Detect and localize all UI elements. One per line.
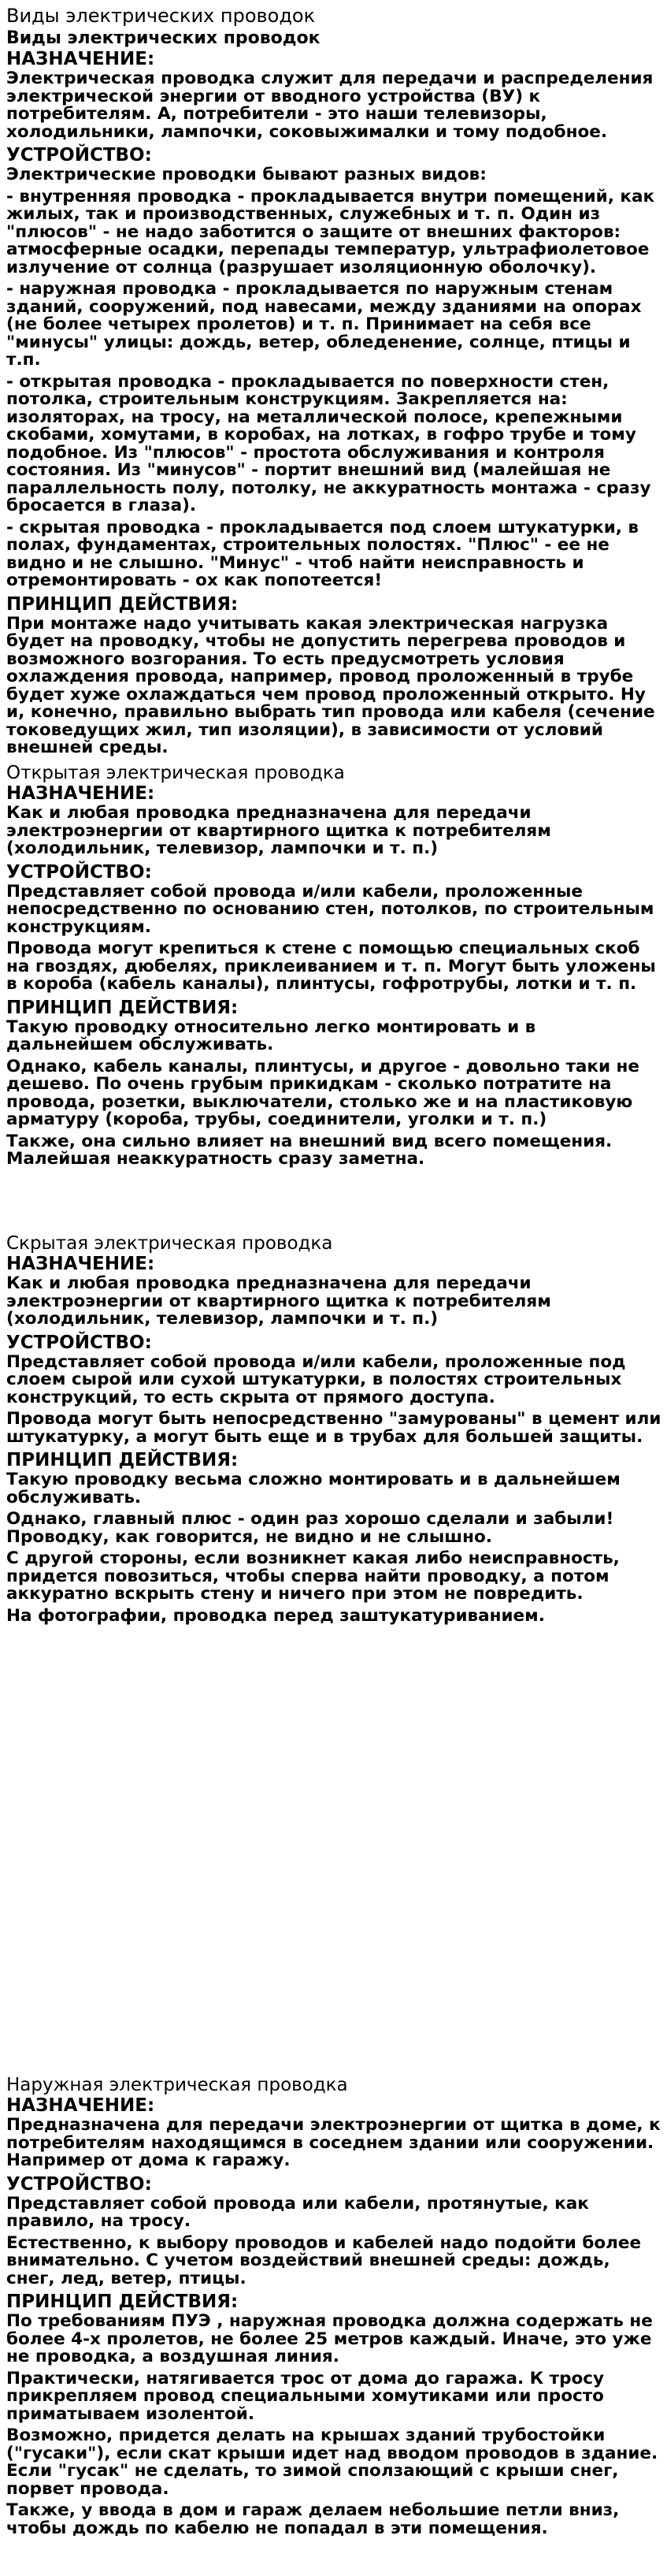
block-heading: ПРИНЦИП ДЕЙСТВИЯ: [6,997,239,1018]
block-structure [6,862,661,994]
block-purpose [6,49,661,141]
block-purpose [6,783,661,858]
paragraph: Также, она сильно влияет на внешний вид всего помещения. Малейшая неаккуратность сразу заметна. [6,1131,613,1169]
paragraph: При монтаже надо учитывать какая электрическая нагрузка будет на проводку, чтобы не допустить перегрева проводов и возможного возгорания. То есть предусмотреть условия охлаждения провода, например, провод проложенный в трубе будет хуже охлаждаться чем провод проложенный открыто. Ну и, конечно, правильно выбрать тип провода или кабеля (сечение токоведущих жил, тип изоляции), в зависимости от условий внешней среды. [6,613,655,757]
block-structure [6,145,661,590]
paragraph: Представляет собой провода или кабели, протянутые, как правило, на тросу. [6,2193,589,2231]
section-title: Виды электрических проводок [6,28,321,48]
paragraph: - внутренняя проводка - прокладывается внутри помещений, как жилых, так и производственных, служебных и т. п. Один из "плюсов" - не надо заботится о защите от внешних факторов: атмосферные осадки, перепады температур, ультрафиолетовое излучение от солнца (разрушает изоляционную оболочку). [6,186,655,277]
paragraph: - скрытая проводка - прокладывается под слоем штукатурки, в полах, фундаментах, строительных полостях. "Плюс" - ее не видно и не слышно. "Минус" - чтоб найти неисправность и отремонтировать - ох как попотеется! [6,517,639,590]
block-structure [6,2174,661,2288]
block-principle [6,2292,661,2537]
block-heading: ПРИНЦИП ДЕЙСТВИЯ: [6,593,239,615]
block-purpose [6,1254,661,1329]
section-title: Скрытая электрическая проводка [6,1233,333,1254]
paragraph: Электрические проводки бывают разных видов: [6,165,487,184]
block-heading: УСТРОЙСТВО: [6,2173,152,2195]
paragraph: Представляет собой провода и/или кабели, проложенные под слоем сырой или сухой штукатурки, в полостях строительных конструкций, то есть скрыта от прямого доступа. [6,1351,626,1407]
block-heading: УСТРОЙСТВО: [6,1332,152,1353]
block-heading: НАЗНАЧЕНИЕ: [6,1254,155,1274]
paragraph: Как и любая проводка предназначена для передачи электроэнергии от квартирного щитка к потребителям (холодильник, телевизор, лампочки и т. п.) [6,803,551,858]
paragraph: Однако, главный плюс - один раз хорошо сделали и забыли! Проводку, как говорится, не видно и не слышно. [6,1509,614,1547]
section-open-wiring [6,763,661,1173]
block-heading: УСТРОЙСТВО: [6,861,152,883]
block-heading: УСТРОЙСТВО: [6,145,152,165]
paragraph: Провода могут крепиться к стене с помощью специальных скоб на гвоздях, дюбелях, приклеиванием и т. п. Могут быть уложены в короба (кабель каналы), плинтусы, гофротрубы, лотки и т. п. [6,939,656,994]
paragraph: С другой стороны, если возникнет какая либо неисправность, придется повозиться, чтобы сперва найти проводку, а потом аккуратно вскрыть стену и ничего при этом не повредить. [6,1548,620,1604]
paragraph: Также, у ввода в дом и гараж делаем небольшие петли вниз, чтобы дождь по кабелю не попадал в эти помещения. [6,2500,620,2538]
paragraph: - открытая проводка - прокладывается по поверхности стен, потолка, строительным конструкциям. Закрепляется на: изоляторах, на тросу, на металлической полосе, крепежными скобами, хомутами, в коробах, на лотках, в гофро трубе и тому подобное. Из "плюсов" - простота обслуживания и контроля состояния. Из "минусов" - портит внешний вид (малейшая не параллельность полу, потолку, не аккуратность монтажа - сразу бросается в глаза). [6,371,651,515]
section-title: Открытая электрическая проводка [6,763,345,783]
paragraph: Практически, натягивается трос от дома до гаража. К тросу прикрепляем провод специальными хомутиками или просто приматываем изолентой. [6,2368,605,2424]
paragraph: - наружная проводка - прокладывается по наружным стенам зданий, сооружений, под навесами, между зданиями на опорах (не более четырех пролетов) и т. п. Принимает на себя все "минусы" улицы: дождь, ветер, обледенение, солнце, птицы и т.п. [6,279,642,370]
block-purpose [6,2095,661,2170]
block-heading: НАЗНАЧЕНИЕ: [6,2095,155,2116]
block-heading: НАЗНАЧЕНИЕ: [6,49,155,69]
paragraph: Такую проводку весьма сложно монтировать и в дальнейшем обслуживать. [6,1470,621,1507]
block-principle [6,1450,661,1625]
section-outdoor-wiring [6,2075,661,2541]
section-title: Наружная электрическая проводка [6,2075,348,2095]
paragraph: Провода могут быть непосредственно "замурованы" в цемент или штукатурку, а могут быть еще и в трубах для большей защиты. [6,1409,661,1447]
block-heading: НАЗНАЧЕНИЕ: [6,783,155,804]
paragraph: Как и любая проводка предназначена для передачи электроэнергии от квартирного щитка к потребителям (холодильник, телевизор, лампочки и т. п.) [6,1273,551,1329]
paragraph: По требованиям ПУЭ , наружная проводка должна содержать не более 4-х пролетов, не более 25 метров каждый. Иначе, это уже не проводка, а воздушная линия. [6,2311,653,2366]
paragraph: На фотографии, проводка перед заштукатуриванием. [6,1605,545,1626]
paragraph: Возможно, придется делать на крышах зданий трубостойки ("гусаки"), если скат крыши идет над вводом проводов в здание. Если "гусак" не сделать, то зимой сползающий с крыши снег, порвет провода. [6,2425,658,2499]
paragraph: Однако, кабель каналы, плинтусы, и другое - довольно таки не дешево. По очень грубым прикидкам - сколько потратите на провода, розетки, выключатели, столько же и на пластиковую арматуру (короба, трубы, соединители, уголки и т. п.) [6,1056,639,1129]
section-wiring-types [6,28,661,761]
block-principle [6,594,661,757]
block-principle [6,998,661,1169]
block-heading: ПРИНЦИП ДЕЙСТВИЯ: [6,1450,239,1470]
paragraph: Представляет собой провода и/или кабели, проложенные непосредственно по основанию стен, потолков, по строительным конструкциям. [6,881,654,937]
section-hidden-wiring [6,1233,661,1629]
paragraph: Предназначена для передачи электроэнергии от щитка в доме, к потребителям находящимся в соседнем здании или сооружении. Например от дома к гаражу. [6,2115,661,2170]
paragraph: Электрическая проводка служит для передачи и распределения электрической энергии от вводного устройства (ВУ) к потребителям. А, потребители - это наши телевизоры, холодильники, лампочки, соковыжималки и тому подобное. [6,69,654,142]
page-title: Виды электрических проводок [6,5,316,27]
paragraph: Естественно, к выбору проводов и кабелей надо подойти более внимательно. С учетом воздействий внешней среды: дождь, снег, лед, ветер, птицы. [6,2232,642,2288]
paragraph: Такую проводку относительно легко монтировать и в дальнейшем обслуживать. [6,1017,536,1054]
block-heading: ПРИНЦИП ДЕЙСТВИЯ: [6,2292,239,2312]
block-structure [6,1333,661,1447]
